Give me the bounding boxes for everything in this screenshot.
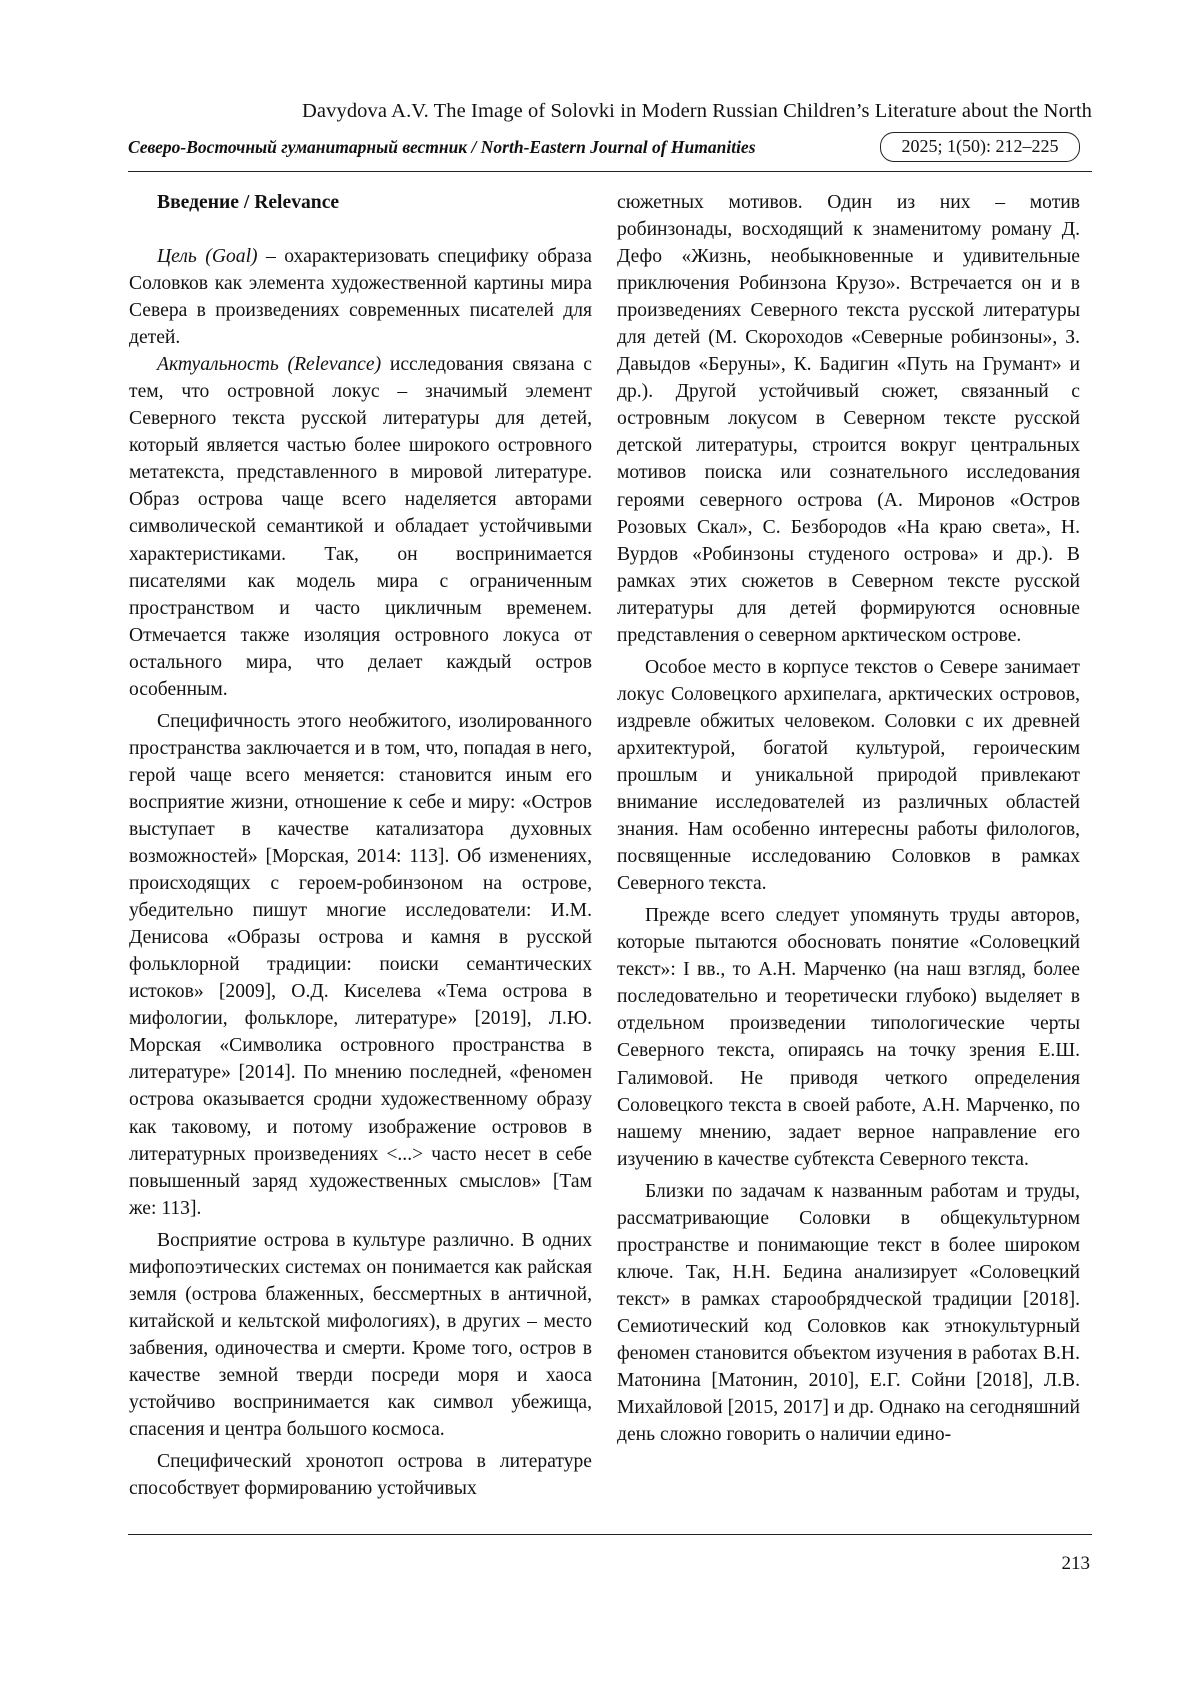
body-paragraph: сюжетных мотивов. Один из них – мотив робинзонады, восходящий к знаменитому роману Д. Дефо «Жизнь, необыкновенные и удивительные приключения Робинзона Крузо». Встречается он и в произведениях Северного текста русской литературы для детей (М. Скороходов «Северные робинзоны», З. Давыдов «Беруны», К. Бадигин «Путь на Грумант» и др.). Другой устойчивый сюжет, связанный с островным локусом в Северном тексте русской детской литературы, строится вокруг центральных мотивов поиска или сознательного исследования героями северного острова (А. Миронов «Остров Розовых Скал», С. Безбородов «На краю света», Н. Вурдов «Робинзоны студеного острова» и др.). В рамках этих сюжетов в Северном тексте русской литературы для детей формируются основные представления о северном арктическом острове. — [617, 192, 1080, 646]
issue-badge: 2025; 1(50): 212–225 — [880, 132, 1080, 162]
right-column — [617, 189, 1080, 1448]
header-rule — [128, 171, 1092, 172]
running-title: Davydova A.V. The Image of Solovki in Modern Russian Children’s Literature about the North — [302, 100, 1092, 122]
body-paragraph: Восприятие острова в культуре различно. В одних мифопоэтических системах он понимается как райская земля (острова блаженных, бессмертных в античной, китайской и кельтской мифологиях), в других – место забвения, одиночества и смерти. Кроме того, остров в качестве земной тверди посреди моря и хаоса устойчиво воспринимается как символ убежища, спасения и центра большого космоса. — [129, 1229, 592, 1441]
page-number: 213 — [1061, 1553, 1090, 1574]
journal-name: Северо-Восточный гуманитарный вестник / North-Eastern Journal of Humanities — [128, 137, 756, 157]
relevance-lead: Актуальность (Relevance) — [157, 354, 382, 376]
body-paragraph: Особое место в корпусе текстов о Севере занимает локус Соловецкого архипелага, арктических островов, издревле обжитых человеком. Соловки с их древней архитектурой, богатой культурой, героическим прошлым и уникальной природой привлекают внимание исследователей из различных областей знания. Нам особенно интересны работы филологов, посвященные исследованию Соловков в рамках Северного текста. — [617, 656, 1080, 895]
relevance-text: исследования связана с тем, что островной локус – значимый элемент Северного текста русской литературы для детей, который является частью более широкого островного метатекста, представленного в мировой литературе. Образ острова чаще всего наделяется авторами символической семантикой и обладает устойчивыми характеристиками. Так, он воспринимается писателями как модель мира с ограниченным пространством и часто цикличным временем. Отмечается также изоляция островного локуса от остального мира, что делает каждый остров особенным. — [129, 354, 592, 700]
goal-paragraph — [129, 243, 592, 351]
goal-lead: Цель (Goal) — [157, 246, 258, 267]
body-paragraph: Специфический хронотоп острова в литературе способствует формированию устойчивых — [129, 1451, 592, 1500]
section-heading: Введение / Relevance — [157, 192, 340, 213]
body-paragraph: Специфичность этого необжитого, изолированного пространства заключается и в том, что, попадая в него, герой чаще всего меняется: становится иным его восприятие жизни, отношение к себе и миру: «Остров выступает в качестве катализатора духовных возможностей» [Морская, 2014: 113]. Об изменениях, происходящих с героем-робинзоном на острове, убедительно пишут многие исследователи: И.М. Денисова «Образы острова и камня в русской фольклорной традиции: поиски семантических истоков» [2009], О.Д. Киселева «Тема острова в мифологии, фольклоре, литературе» [2019], Л.Ю. Морская «Символика островного пространства в литературе» [2014]. По мнению последней, «феномен острова оказывается сродни художественному образу как таковому, и потому изображение островов в литературных произведениях <...> часто несет в себе повышенный заряд художественных смыслов» [Там же: 113]. — [129, 710, 592, 1219]
body-paragraph: Прежде всего следует упомянуть труды авторов, которые пытаются обосновать понятие «Соловецкий текст»: I вв., то А.Н. Марченко (на наш взгляд, более последовательно и теоретически глубоко) выделяет в отдельном произведении типологические черты Северного текста, опираясь на точку зрения Е.Ш. Галимовой. Не приводя четкого определения Соловецкого текста в своей работе, А.Н. Марченко, по нашему мнению, задает верное направление его изучению в качестве субтекста Северного текста. — [617, 905, 1080, 1170]
left-column — [129, 189, 592, 1502]
goal-text: – охарактеризовать специфику образа Соловков как элемента художественной картины мира Севера в произведениях современных писателей для детей. — [129, 246, 592, 349]
body-paragraph: Близки по задачам к названным работам и труды, рассматривающие Соловки в общекультурном пространстве и понимающие текст в более широком ключе. Так, Н.Н. Бедина анализирует «Соловецкий текст» в рамках старообрядческой традиции [2018]. Семиотический код Соловков как этнокультурный феномен становится объектом изучения в работах В.Н. Матонина [Матонин, 2010], Е.Г. Сойни [2018], Л.В. Михайловой [2015, 2017] и др. Однако на сегодняшний день сложно говорить о наличии едино- — [617, 1180, 1080, 1446]
relevance-paragraph — [129, 351, 592, 703]
footer-rule — [128, 1534, 1092, 1535]
